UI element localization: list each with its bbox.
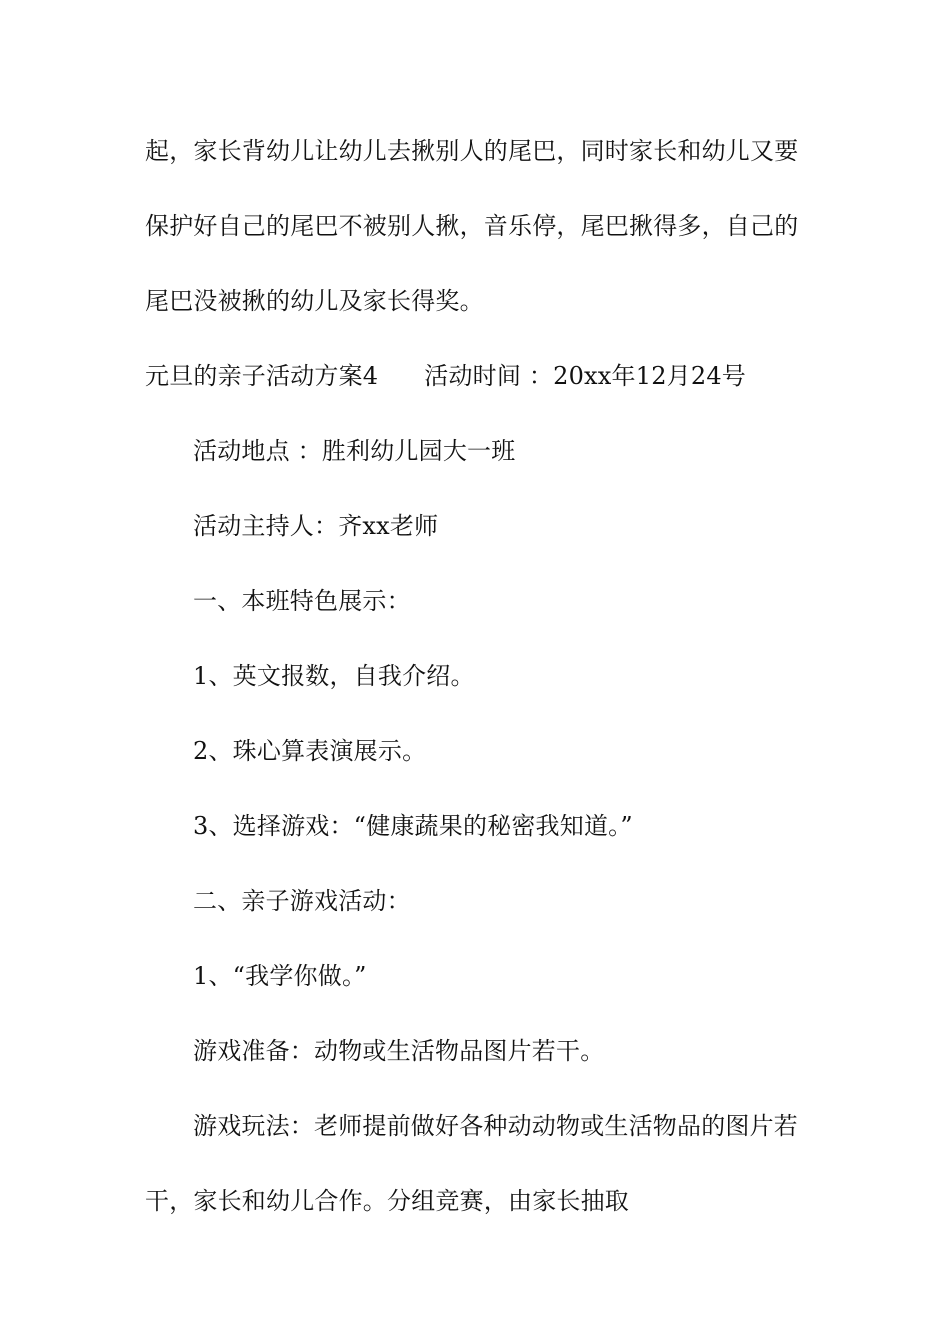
activity-time: 活动时间 ：20xx年12月24号 [424,362,746,390]
activity-host: 活动主持人：齐xx老师 [193,512,439,540]
game-preparation: 游戏准备：动物或生活物品图片若干。 [193,1037,605,1065]
section-one-title: 一、本班特色展示： [193,587,411,615]
paragraph-line-2: 保护好自己的尾巴不被别人揪，音乐停，尾巴揪得多，自己的 [145,212,799,240]
game-rules-line-1: 游戏玩法：老师提前做好各种动动物或生活物品的图片若 [193,1112,798,1140]
game-rules-line-2: 干，家长和幼儿合作。分组竞赛，由家长抽取 [145,1187,629,1215]
section-one-item-1: 1、英文报数，自我介绍。 [193,662,475,690]
section-one-item-2: 2、珠心算表演展示。 [193,737,427,765]
game-one-title: 1、“我学你做。” [193,962,367,990]
plan-title: 元旦的亲子活动方案4 [145,362,379,390]
section-two-title: 二、亲子游戏活动： [193,887,411,915]
section-one-item-3: 3、选择游戏：“健康蔬果的秘密我知道。” [193,812,633,840]
paragraph-line-3: 尾巴没被揪的幼儿及家长得奖。 [145,287,484,315]
activity-place: 活动地点 ：胜利幼儿园大一班 [193,437,516,465]
plan-heading-line [145,361,746,391]
paragraph-line-1: 起，家长背幼儿让幼儿去揪别人的尾巴，同时家长和幼儿又要 [145,137,799,165]
